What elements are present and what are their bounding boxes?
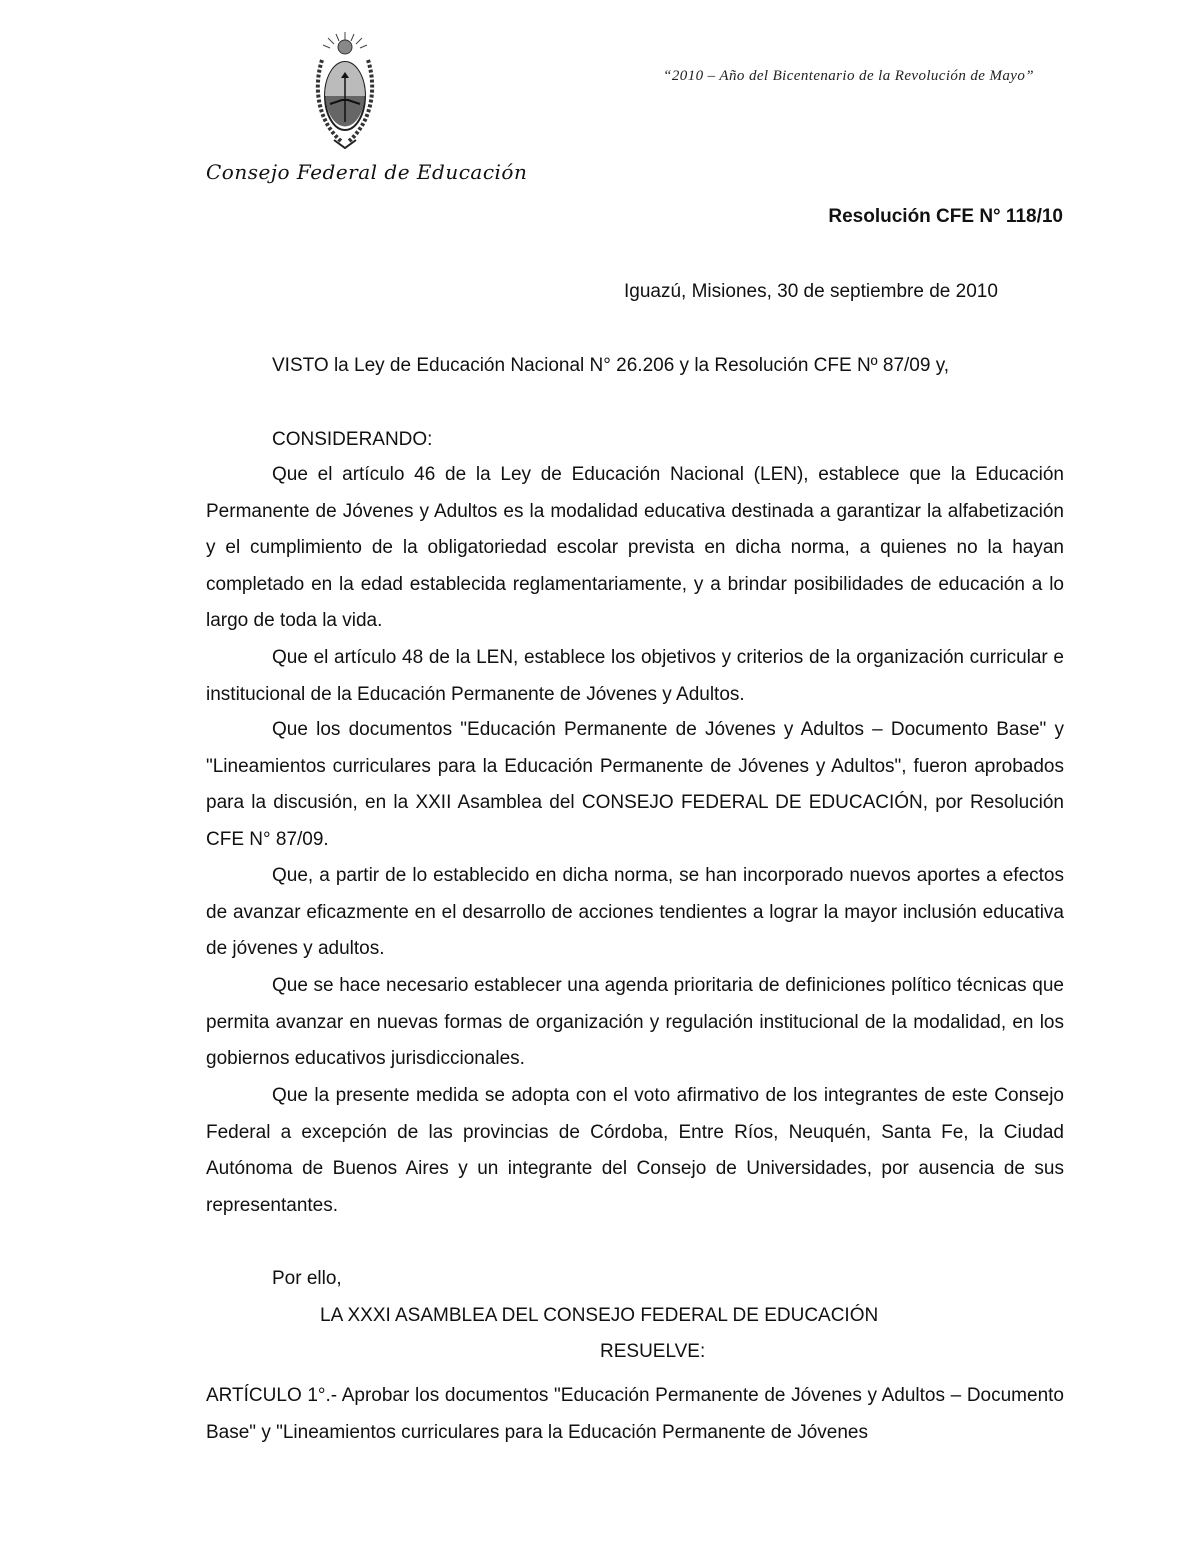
considerando-paragraph-3: Que los documentos "Educación Permanente de Jóvenes y Adultos – Documento Base" y "Lineamientos curriculares para la Educación Permanente de Jóvenes y Adultos", fueron aprobados para la discusión, en la XXII Asamblea del CONSEJO FEDERAL DE EDUCACIÓN, por Resolución CFE N° 87/09. bbox=[206, 719, 1064, 850]
por-ello: Por ello, bbox=[272, 1268, 342, 1289]
considerando-paragraph-5: Que se hace necesario establecer una agenda prioritaria de definiciones político técnicas que permita avanzar en nuevas formas de organización y regulación institucional de la modalidad, en los gobiernos educativos jurisdiccionales. bbox=[206, 975, 1064, 1069]
considerando-paragraph-6: Que la presente medida se adopta con el voto afirmativo de los integrantes de este Consejo Federal a excepción de las provincias de Córdoba, Entre Ríos, Neuquén, Santa Fe, la Ciudad Autónoma de Buenos Aires y un integrante del Consejo de Universidades, por ausencia de sus representantes. bbox=[206, 1085, 1064, 1216]
considerando-heading: CONSIDERANDO: bbox=[272, 429, 433, 450]
motto-header: “2010 – Año del Bicentenario de la Revolución de Mayo” bbox=[663, 68, 1034, 84]
coat-of-arms-icon bbox=[312, 30, 378, 154]
assembly-heading: LA XXXI ASAMBLEA DEL CONSEJO FEDERAL DE EDUCACIÓN bbox=[320, 1305, 879, 1326]
place-date: Iguazú, Misiones, 30 de septiembre de 2010 bbox=[624, 281, 998, 302]
resuelve-heading: RESUELVE: bbox=[600, 1341, 706, 1362]
considerando-paragraph-4: Que, a partir de lo establecido en dicha norma, se han incorporado nuevos aportes a efectos de avanzar eficazmente en el desarrollo de acciones tendientes a lograr la mayor inclusión educativa de jóvenes y adultos. bbox=[206, 865, 1064, 959]
considerando-paragraph-1: Que el artículo 46 de la Ley de Educación Nacional (LEN), establece que la Educación Permanente de Jóvenes y Adultos es la modalidad educativa destinada a garantizar la alfabetización y el cumplimiento de la obligatoriedad escolar prevista en dicha norma, a quienes no la hayan completado en la edad establecida reglamentariamente, y a brindar posibilidades de educación a lo largo de toda la vida. bbox=[206, 464, 1064, 631]
resolution-number: Resolución CFE N° 118/10 bbox=[828, 206, 1063, 227]
visto-paragraph: VISTO la Ley de Educación Nacional N° 26.206 y la Resolución CFE Nº 87/09 y, bbox=[272, 355, 950, 376]
considerando-paragraph-2: Que el artículo 48 de la LEN, establece los objetivos y criterios de la organización curricular e institucional de la Educación Permanente de Jóvenes y Adultos. bbox=[206, 647, 1064, 705]
council-name: Consejo Federal de Educación bbox=[206, 160, 528, 184]
articulo-1: ARTÍCULO 1°.- Aprobar los documentos "Educación Permanente de Jóvenes y Adultos – Documento Base" y "Lineamientos curriculares para la Educación Permanente de Jóvenes bbox=[206, 1385, 1064, 1443]
coat-of-arms-svg bbox=[312, 30, 378, 154]
